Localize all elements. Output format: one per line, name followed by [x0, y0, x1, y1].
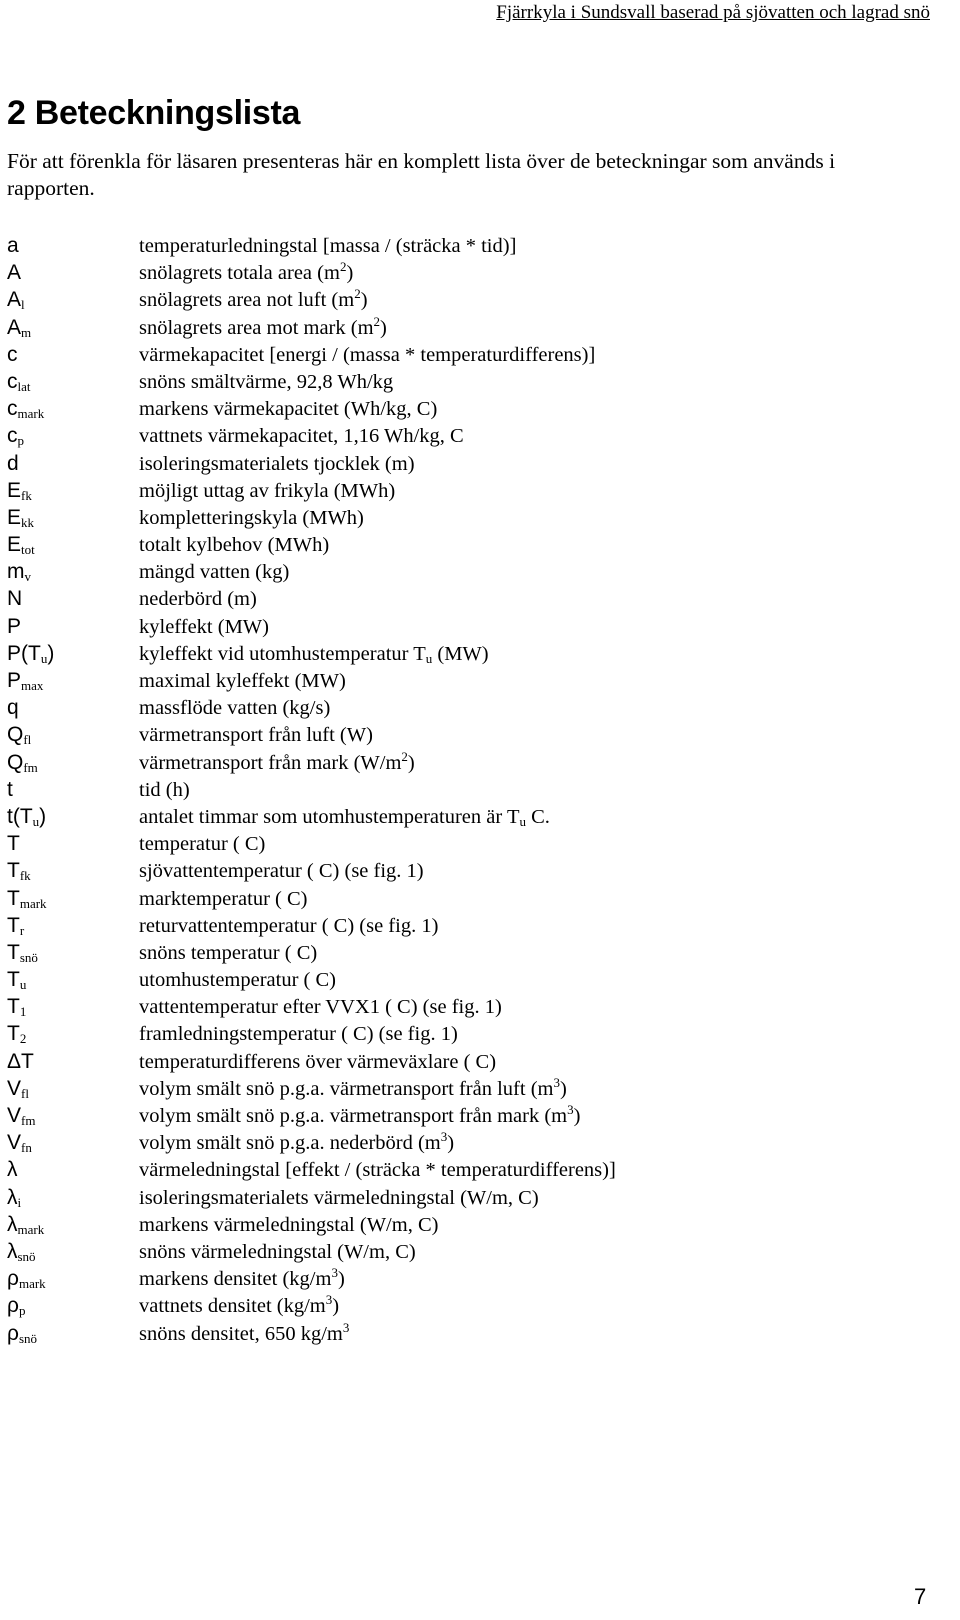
symbol-base: T	[7, 1022, 20, 1046]
symbol-list	[7, 234, 927, 1349]
symbol-base: m	[7, 560, 25, 584]
symbol-subscript: fm	[21, 1113, 36, 1128]
description-text: värmetransport från mark (W/m	[139, 751, 402, 774]
symbol	[7, 397, 139, 422]
symbol-description	[139, 507, 364, 530]
symbol-description	[139, 942, 317, 965]
symbol-base: c	[7, 369, 18, 393]
symbol-subscript: kk	[21, 514, 35, 530]
symbol	[7, 887, 139, 912]
symbol-subscript: fl	[23, 732, 32, 748]
symbol	[7, 587, 139, 611]
symbol-base: T	[7, 832, 20, 856]
symbol-description	[139, 1159, 616, 1182]
description-superscript: 3	[567, 1102, 574, 1117]
symbol-description	[139, 724, 373, 747]
description-tail: )	[573, 1105, 581, 1127]
description-text: returvattentemperatur ( C) (se fig. 1)	[139, 914, 439, 937]
symbol-base: N	[7, 587, 23, 611]
symbol-row	[7, 1267, 927, 1294]
symbol	[7, 941, 139, 966]
symbol-description	[139, 697, 330, 720]
symbol-description	[139, 561, 289, 584]
description-text: snölagrets area mot mark (m	[139, 316, 374, 339]
symbol-row	[7, 615, 927, 642]
symbol	[7, 1131, 139, 1156]
symbol-base: ρ	[7, 1321, 19, 1345]
symbol-row	[7, 452, 927, 479]
description-text: framledningstemperatur ( C) (se fig. 1)	[139, 1023, 458, 1046]
symbol-row	[7, 1213, 927, 1240]
description-tail: )	[346, 262, 354, 285]
symbol-description	[139, 616, 269, 639]
description-text: sjövattentemperatur ( C) (se fig. 1)	[139, 860, 424, 883]
symbol	[7, 1077, 139, 1102]
symbol-base: A	[7, 288, 22, 312]
symbol-base: V	[7, 1131, 22, 1155]
description-superscript: 2	[339, 259, 347, 275]
symbol-description	[139, 1187, 539, 1210]
symbol-base: λ	[7, 1185, 18, 1209]
symbol-subscript: v	[24, 569, 31, 585]
symbol-row	[7, 748, 927, 778]
symbol-description	[139, 344, 595, 367]
symbol-subscript: snö	[17, 1248, 36, 1264]
symbol	[7, 370, 139, 395]
symbol-row	[7, 1294, 927, 1321]
symbol-row	[7, 832, 927, 859]
section-title: 2 Beteckningslista	[7, 94, 301, 132]
symbol	[7, 1322, 139, 1347]
description-text: volym smält snö p.g.a. nederbörd (m	[139, 1132, 441, 1155]
symbol-row	[7, 859, 927, 886]
symbol-base: q	[7, 696, 19, 720]
symbol-base: Q	[7, 723, 24, 747]
symbol-base: λ	[7, 1212, 18, 1236]
description-text: kyleffekt vid utomhustemperatur T	[139, 642, 426, 665]
symbol-tail: )	[39, 804, 47, 828]
symbol-row	[7, 1319, 927, 1349]
symbol-base: V	[7, 1104, 22, 1127]
symbol-description	[139, 259, 354, 285]
description-text: snöns värmeledningstal (W/m, C)	[139, 1240, 416, 1263]
symbol-description	[139, 1319, 350, 1346]
symbol-base: E	[7, 533, 22, 557]
symbol-subscript: 2	[19, 1031, 27, 1047]
symbol	[7, 642, 139, 667]
symbol-description	[139, 1023, 458, 1046]
symbol-description	[139, 398, 437, 421]
description-tail: )	[447, 1132, 455, 1155]
symbol-base: ΔT	[7, 1049, 34, 1073]
symbol-row	[7, 479, 927, 506]
symbol-subscript: snö	[19, 949, 38, 965]
symbol-base: E	[7, 505, 22, 529]
description-tail: (MW)	[432, 642, 489, 665]
description-text: vattnets värmekapacitet, 1,16 Wh/kg, C	[139, 425, 464, 448]
description-text: markens densitet (kg/m	[139, 1268, 332, 1291]
symbol-subscript: mark	[17, 406, 45, 422]
symbol-description	[139, 833, 265, 856]
description-text: snölagrets totala area (m	[139, 262, 340, 285]
symbol-description	[139, 748, 415, 775]
symbol-subscript: l	[21, 297, 25, 313]
symbol-base: c	[7, 424, 18, 448]
description-text: temperaturdifferens över värmeväxlare ( C)	[139, 1050, 497, 1073]
symbol-subscript: 1	[19, 1004, 27, 1020]
description-tail: )	[360, 289, 368, 312]
symbol-row	[7, 723, 927, 750]
description-subscript: u	[519, 813, 526, 829]
symbol	[7, 1104, 139, 1129]
description-superscript: 2	[354, 286, 361, 302]
symbol-base: c	[7, 397, 18, 421]
description-text: temperaturledningstal [massa / (sträcka * tid)]	[139, 235, 517, 257]
symbol	[7, 560, 139, 585]
description-text: snöns temperatur ( C)	[139, 941, 318, 964]
symbol-row	[7, 313, 927, 343]
description-superscript: 3	[440, 1129, 448, 1145]
symbol	[7, 914, 139, 939]
symbol-description	[139, 425, 464, 448]
symbol-row	[7, 968, 927, 995]
symbol-subscript: m	[21, 324, 32, 340]
symbol-row	[7, 1158, 927, 1185]
description-text: volym smält snö p.g.a. värmetransport från luft (m	[139, 1077, 554, 1100]
symbol-row	[7, 424, 927, 451]
description-text: totalt kylbehov (MWh)	[139, 534, 330, 557]
symbol-description	[139, 1051, 496, 1074]
symbol-row	[7, 669, 927, 696]
description-text: marktemperatur ( C)	[139, 887, 308, 910]
symbol-description	[139, 534, 329, 557]
symbol-description	[139, 860, 424, 883]
description-tail: )	[380, 316, 387, 339]
symbol-subscript: mark	[18, 1276, 46, 1292]
description-text: maximal kyleffekt (MW)	[139, 670, 346, 692]
description-text: isoleringsmaterialets värmeledningstal (W/m, C)	[139, 1186, 539, 1209]
symbol-base: T	[7, 859, 20, 883]
symbol-base: λ	[7, 1239, 18, 1263]
description-text: vattnets densitet (kg/m	[139, 1295, 326, 1318]
symbol-base: c	[7, 342, 18, 366]
symbol-subscript: p	[17, 433, 24, 449]
symbol-description	[139, 888, 307, 911]
description-superscript: 2	[401, 748, 408, 764]
symbol	[7, 859, 139, 884]
symbol-subscript: mark	[19, 895, 47, 911]
symbol-base: V	[7, 1076, 22, 1100]
symbol-base: T	[7, 968, 20, 992]
symbol-description	[139, 1292, 340, 1318]
description-text: värmekapacitet [energi / (massa * temperaturdifferens)]	[139, 343, 596, 366]
symbol-row	[7, 587, 927, 614]
symbol	[7, 669, 139, 694]
symbol-row	[7, 778, 927, 805]
symbol	[7, 1022, 139, 1047]
description-text: nederbörd (m)	[139, 588, 257, 611]
symbol	[7, 805, 139, 830]
description-text: värmetransport från luft (W)	[139, 724, 373, 747]
symbol-base: λ	[7, 1158, 18, 1182]
symbol-description	[139, 480, 395, 503]
symbol	[7, 832, 139, 856]
symbol-description	[139, 1214, 438, 1237]
symbol-row	[7, 234, 927, 261]
symbol-description	[139, 996, 502, 1019]
symbol-description	[139, 453, 415, 476]
symbol-description	[139, 779, 190, 802]
symbol-row	[7, 261, 927, 288]
symbol-row	[7, 343, 927, 370]
symbol-row	[7, 288, 927, 315]
description-text: volym smält snö p.g.a. värmetransport från mark (m	[139, 1105, 568, 1127]
symbol	[7, 1050, 139, 1074]
symbol-subscript: fk	[21, 487, 32, 503]
symbol	[7, 261, 139, 285]
symbol-base: ρ	[7, 1294, 19, 1318]
symbol-row	[7, 887, 927, 914]
symbol	[7, 452, 139, 476]
symbol-base: P(T	[7, 641, 41, 665]
symbol-subscript: tot	[21, 542, 35, 558]
symbol-row	[7, 1050, 927, 1077]
symbol	[7, 424, 139, 449]
symbol-description	[139, 915, 438, 938]
description-text: värmeledningstal [effekt / (sträcka * temperaturdifferens)]	[139, 1159, 616, 1182]
symbol-subscript: fk	[19, 868, 31, 884]
description-text: tid (h)	[139, 778, 190, 801]
symbol-description	[139, 371, 393, 394]
symbol-base: A	[7, 261, 22, 285]
symbol-row	[7, 397, 927, 424]
symbol-base: A	[7, 315, 22, 339]
symbol-description	[139, 643, 489, 666]
symbol-description	[139, 235, 516, 258]
symbol-base: P	[7, 669, 22, 692]
description-subscript: u	[425, 650, 433, 666]
symbol-subscript: snö	[18, 1330, 38, 1346]
description-superscript: 3	[331, 1265, 338, 1281]
symbol-base: E	[7, 478, 22, 502]
symbol-subscript: fl	[21, 1085, 29, 1101]
symbol-base: T	[7, 940, 20, 964]
symbol-row	[7, 1104, 927, 1131]
description-text: kompletteringskyla (MWh)	[139, 506, 364, 529]
symbol	[7, 723, 139, 748]
description-superscript: 3	[342, 1319, 350, 1335]
description-text: mängd vatten (kg)	[139, 561, 290, 584]
symbol-base: ρ	[7, 1267, 19, 1291]
symbol-description	[139, 806, 550, 829]
symbol-description	[139, 969, 336, 992]
symbol	[7, 1240, 139, 1265]
symbol-tail: )	[47, 641, 55, 665]
symbol	[7, 316, 139, 341]
symbol-row	[7, 696, 927, 723]
symbol	[7, 751, 139, 776]
symbol-row	[7, 370, 927, 397]
symbol-description	[139, 1102, 581, 1128]
symbol-row	[7, 1131, 927, 1158]
symbol	[7, 506, 139, 531]
symbol	[7, 479, 139, 504]
description-text: markens värmekapacitet (Wh/kg, C)	[139, 398, 438, 421]
symbol	[7, 968, 139, 993]
description-text: antalet timmar som utomhustemperaturen är T	[139, 805, 520, 828]
symbol-subscript: mark	[17, 1221, 45, 1237]
symbol-description	[139, 286, 368, 312]
description-text: snöns densitet, 650 kg/m	[139, 1322, 343, 1345]
symbol-subscript: p	[18, 1303, 26, 1319]
symbol	[7, 1158, 139, 1182]
description-text: temperatur ( C)	[139, 833, 266, 856]
description-text: snöns smältvärme, 92,8 Wh/kg	[139, 370, 394, 393]
symbol-row	[7, 805, 927, 832]
symbol-base: t	[7, 777, 13, 801]
symbol-base: t(T	[7, 804, 33, 828]
symbol-description	[139, 313, 387, 340]
symbol-subscript: fn	[21, 1140, 32, 1156]
description-text: utomhustemperatur ( C)	[139, 969, 336, 992]
symbol	[7, 288, 139, 313]
symbol-base: T	[7, 913, 20, 937]
symbol-subscript: fm	[23, 759, 38, 775]
symbol-base: P	[7, 614, 22, 638]
description-text: vattentemperatur efter VVX1 ( C) (se fig. 1)	[139, 996, 502, 1019]
description-superscript: 2	[373, 313, 381, 329]
symbol	[7, 343, 139, 367]
description-superscript: 3	[553, 1074, 560, 1090]
symbol-subscript: u	[40, 650, 48, 666]
symbol	[7, 615, 139, 639]
symbol-subscript: u	[19, 977, 27, 993]
description-text: snölagrets area not luft (m	[139, 289, 355, 312]
symbol-row	[7, 642, 927, 669]
symbol-row	[7, 1240, 927, 1267]
description-tail: )	[337, 1268, 345, 1291]
symbol-description	[139, 588, 257, 611]
symbol	[7, 533, 139, 558]
symbol-base: T	[7, 995, 20, 1019]
symbol-base: T	[7, 886, 20, 910]
symbol	[7, 234, 139, 258]
symbol-row	[7, 533, 927, 560]
symbol-subscript: r	[19, 922, 25, 938]
description-tail: )	[407, 751, 415, 774]
description-text: markens värmeledningstal (W/m, C)	[139, 1213, 439, 1236]
description-text: kyleffekt (MW)	[139, 615, 269, 638]
symbol-subscript: max	[21, 678, 44, 693]
symbol-row	[7, 941, 927, 968]
symbol-description	[139, 1241, 416, 1264]
symbol-row	[7, 506, 927, 533]
intro-paragraph: För att förenkla för läsaren presenteras här en komplett lista över de beteckningar som används i rapporten.	[7, 149, 836, 200]
description-text: isoleringsmaterialets tjocklek (m)	[139, 452, 415, 475]
symbol	[7, 696, 139, 720]
description-superscript: 3	[325, 1292, 333, 1308]
description-tail: )	[559, 1077, 567, 1100]
symbol-row	[7, 560, 927, 587]
symbol-row	[7, 1186, 927, 1213]
symbol	[7, 778, 139, 802]
running-header: Fjärrkyla i Sundsvall baserad på sjövatten och lagrad snö	[496, 2, 930, 23]
symbol	[7, 1213, 139, 1238]
symbol-description	[139, 670, 346, 693]
symbol-base: Q	[7, 750, 24, 774]
description-tail: C.	[525, 805, 550, 828]
symbol	[7, 1186, 139, 1211]
symbol	[7, 1294, 139, 1319]
symbol	[7, 995, 139, 1020]
symbol-row	[7, 1022, 927, 1049]
description-tail: )	[332, 1295, 340, 1318]
symbol-row	[7, 995, 927, 1022]
description-text: massflöde vatten (kg/s)	[139, 697, 331, 720]
symbol-subscript: lat	[17, 378, 31, 394]
symbol-base: d	[7, 451, 19, 475]
symbol-description	[139, 1074, 567, 1101]
symbol-description	[139, 1265, 345, 1291]
symbol-row	[7, 1074, 927, 1104]
description-text: möjligt uttag av frikyla (MWh)	[139, 479, 396, 502]
symbol	[7, 1267, 139, 1292]
symbol-subscript: i	[17, 1194, 22, 1210]
symbol-subscript: u	[32, 813, 40, 829]
symbol-description	[139, 1129, 455, 1155]
symbol-base: a	[7, 234, 19, 257]
symbol-row	[7, 914, 927, 941]
page-number: 7	[914, 1584, 927, 1609]
